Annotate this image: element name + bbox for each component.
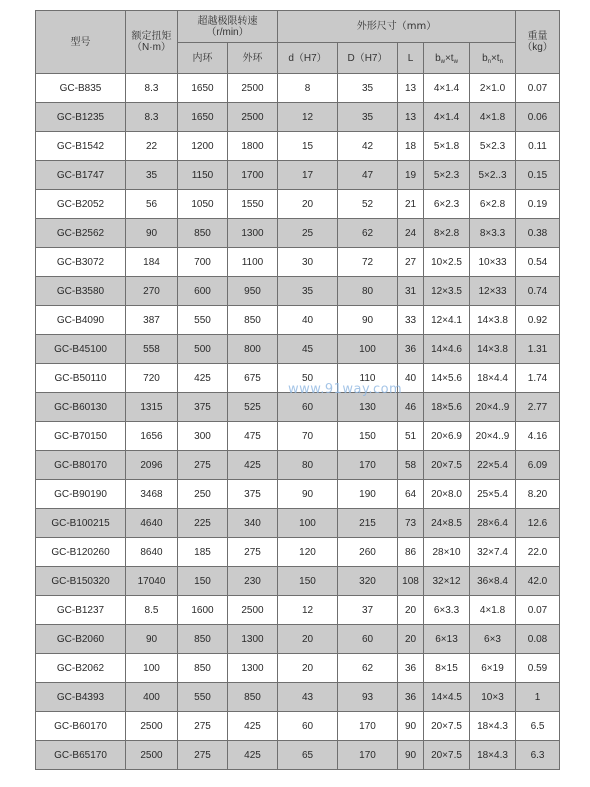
cell-model: GC-B80170 xyxy=(36,451,126,480)
cell-inner: 150 xyxy=(178,567,228,596)
header-speed-label: 超越极限转速 xyxy=(197,15,258,27)
cell-bw: 28×10 xyxy=(424,538,470,567)
cell-D: 47 xyxy=(338,161,398,190)
header-weight-unit: （kg） xyxy=(522,42,553,53)
cell-inner: 850 xyxy=(178,654,228,683)
cell-d: 17 xyxy=(278,161,338,190)
cell-torque: 1315 xyxy=(126,393,178,422)
cell-bw: 12×4.1 xyxy=(424,306,470,335)
cell-bn: 14×3.8 xyxy=(470,335,516,364)
cell-torque: 8.3 xyxy=(126,103,178,132)
cell-inner: 250 xyxy=(178,480,228,509)
header-torque-label: 额定扭矩 xyxy=(131,31,172,42)
cell-model: GC-B835 xyxy=(36,74,126,103)
cell-D: 80 xyxy=(338,277,398,306)
cell-torque: 387 xyxy=(126,306,178,335)
cell-bn: 4×1.8 xyxy=(470,103,516,132)
cell-model: GC-B3072 xyxy=(36,248,126,277)
cell-D: 260 xyxy=(338,538,398,567)
cell-L: 51 xyxy=(398,422,424,451)
cell-weight: 6.09 xyxy=(516,451,560,480)
cell-bn: 28×6.4 xyxy=(470,509,516,538)
cell-d: 70 xyxy=(278,422,338,451)
cell-D: 60 xyxy=(338,625,398,654)
cell-bw: 14×4.5 xyxy=(424,683,470,712)
table-row xyxy=(36,683,560,712)
cell-D: 90 xyxy=(338,306,398,335)
cell-D: 52 xyxy=(338,190,398,219)
cell-bw: 6×13 xyxy=(424,625,470,654)
cell-weight: 6.5 xyxy=(516,712,560,741)
cell-outer: 425 xyxy=(228,451,278,480)
cell-torque: 558 xyxy=(126,335,178,364)
table-row xyxy=(36,567,560,596)
cell-model: GC-B45100 xyxy=(36,335,126,364)
cell-bw: 6×3.3 xyxy=(424,596,470,625)
cell-weight: 0.07 xyxy=(516,74,560,103)
cell-torque: 8640 xyxy=(126,538,178,567)
cell-model: GC-B3580 xyxy=(36,277,126,306)
table-row xyxy=(36,712,560,741)
cell-torque: 8.3 xyxy=(126,74,178,103)
cell-inner: 1050 xyxy=(178,190,228,219)
cell-weight: 0.74 xyxy=(516,277,560,306)
cell-L: 46 xyxy=(398,393,424,422)
cell-bw: 24×8.5 xyxy=(424,509,470,538)
header-torque-unit: （N·m） xyxy=(132,42,171,53)
cell-inner: 1200 xyxy=(178,132,228,161)
cell-d: 45 xyxy=(278,335,338,364)
cell-model: GC-B100215 xyxy=(36,509,126,538)
cell-model: GC-B2562 xyxy=(36,219,126,248)
table-row xyxy=(36,103,560,132)
cell-bn: 10×33 xyxy=(470,248,516,277)
cell-inner: 1600 xyxy=(178,596,228,625)
table-row xyxy=(36,74,560,103)
cell-inner: 225 xyxy=(178,509,228,538)
cell-bw: 10×2.5 xyxy=(424,248,470,277)
cell-outer: 425 xyxy=(228,712,278,741)
cell-inner: 550 xyxy=(178,683,228,712)
cell-inner: 300 xyxy=(178,422,228,451)
cell-weight: 1.31 xyxy=(516,335,560,364)
cell-model: GC-B150320 xyxy=(36,567,126,596)
cell-weight: 0.92 xyxy=(516,306,560,335)
cell-outer: 2500 xyxy=(228,103,278,132)
cell-weight: 0.06 xyxy=(516,103,560,132)
cell-outer: 1300 xyxy=(228,625,278,654)
cell-weight: 1 xyxy=(516,683,560,712)
cell-d: 8 xyxy=(278,74,338,103)
cell-torque: 1656 xyxy=(126,422,178,451)
cell-d: 30 xyxy=(278,248,338,277)
cell-model: GC-B1542 xyxy=(36,132,126,161)
cell-L: 27 xyxy=(398,248,424,277)
cell-inner: 275 xyxy=(178,741,228,770)
cell-torque: 4640 xyxy=(126,509,178,538)
cell-outer: 850 xyxy=(228,306,278,335)
cell-weight: 22.0 xyxy=(516,538,560,567)
cell-weight: 0.08 xyxy=(516,625,560,654)
cell-bw: 6×2.3 xyxy=(424,190,470,219)
cell-model: GC-B4090 xyxy=(36,306,126,335)
cell-model: GC-B70150 xyxy=(36,422,126,451)
cell-model: GC-B60170 xyxy=(36,712,126,741)
cell-L: 21 xyxy=(398,190,424,219)
cell-outer: 1700 xyxy=(228,161,278,190)
cell-inner: 500 xyxy=(178,335,228,364)
cell-bw: 8×2.8 xyxy=(424,219,470,248)
cell-bn: 20×4..9 xyxy=(470,422,516,451)
cell-bw: 20×7.5 xyxy=(424,712,470,741)
header-torque xyxy=(126,11,178,74)
cell-weight: 0.38 xyxy=(516,219,560,248)
cell-L: 36 xyxy=(398,654,424,683)
table-row xyxy=(36,451,560,480)
header-speed-outer: 外环 xyxy=(228,43,278,74)
cell-D: 62 xyxy=(338,654,398,683)
table-row xyxy=(36,422,560,451)
cell-weight: 42.0 xyxy=(516,567,560,596)
cell-D: 37 xyxy=(338,596,398,625)
cell-weight: 0.11 xyxy=(516,132,560,161)
cell-outer: 1300 xyxy=(228,654,278,683)
cell-model: GC-B1747 xyxy=(36,161,126,190)
cell-bw: 32×12 xyxy=(424,567,470,596)
table-row xyxy=(36,509,560,538)
cell-inner: 375 xyxy=(178,393,228,422)
cell-D: 215 xyxy=(338,509,398,538)
cell-inner: 1150 xyxy=(178,161,228,190)
cell-weight: 2.77 xyxy=(516,393,560,422)
cell-outer: 1550 xyxy=(228,190,278,219)
cell-outer: 950 xyxy=(228,277,278,306)
cell-D: 130 xyxy=(338,393,398,422)
cell-d: 43 xyxy=(278,683,338,712)
cell-L: 13 xyxy=(398,74,424,103)
cell-torque: 720 xyxy=(126,364,178,393)
cell-L: 33 xyxy=(398,306,424,335)
cell-L: 31 xyxy=(398,277,424,306)
table-row xyxy=(36,335,560,364)
cell-L: 20 xyxy=(398,596,424,625)
cell-torque: 2500 xyxy=(126,712,178,741)
cell-L: 90 xyxy=(398,741,424,770)
table-body xyxy=(36,74,560,770)
table-row xyxy=(36,219,560,248)
cell-inner: 700 xyxy=(178,248,228,277)
cell-d: 90 xyxy=(278,480,338,509)
cell-torque: 17040 xyxy=(126,567,178,596)
cell-model: GC-B2060 xyxy=(36,625,126,654)
cell-outer: 475 xyxy=(228,422,278,451)
cell-D: 62 xyxy=(338,219,398,248)
cell-weight: 0.19 xyxy=(516,190,560,219)
table-row xyxy=(36,480,560,509)
cell-outer: 850 xyxy=(228,683,278,712)
cell-L: 108 xyxy=(398,567,424,596)
table-row xyxy=(36,393,560,422)
cell-bn: 5×2..3 xyxy=(470,161,516,190)
cell-inner: 1650 xyxy=(178,74,228,103)
header-speed-group xyxy=(178,11,278,43)
cell-bn: 18×4.3 xyxy=(470,741,516,770)
cell-torque: 2096 xyxy=(126,451,178,480)
cell-L: 40 xyxy=(398,364,424,393)
cell-d: 12 xyxy=(278,103,338,132)
cell-torque: 8.5 xyxy=(126,596,178,625)
cell-d: 60 xyxy=(278,712,338,741)
table-row xyxy=(36,596,560,625)
cell-d: 100 xyxy=(278,509,338,538)
cell-outer: 425 xyxy=(228,741,278,770)
cell-D: 190 xyxy=(338,480,398,509)
cell-d: 120 xyxy=(278,538,338,567)
table-row xyxy=(36,538,560,567)
cell-D: 42 xyxy=(338,132,398,161)
cell-D: 110 xyxy=(338,364,398,393)
cell-bn: 6×3 xyxy=(470,625,516,654)
table-row xyxy=(36,248,560,277)
cell-bn: 6×19 xyxy=(470,654,516,683)
cell-bn: 8×3.3 xyxy=(470,219,516,248)
table-row xyxy=(36,190,560,219)
cell-weight: 8.20 xyxy=(516,480,560,509)
cell-D: 170 xyxy=(338,451,398,480)
cell-bn: 14×3.8 xyxy=(470,306,516,335)
cell-torque: 56 xyxy=(126,190,178,219)
cell-bw: 12×3.5 xyxy=(424,277,470,306)
cell-torque: 184 xyxy=(126,248,178,277)
cell-bn: 25×5.4 xyxy=(470,480,516,509)
cell-bw: 20×8.0 xyxy=(424,480,470,509)
cell-L: 86 xyxy=(398,538,424,567)
cell-L: 20 xyxy=(398,625,424,654)
cell-weight: 0.54 xyxy=(516,248,560,277)
header-dim-d: d（H7） xyxy=(278,43,338,74)
cell-inner: 1650 xyxy=(178,103,228,132)
cell-model: GC-B2062 xyxy=(36,654,126,683)
cell-D: 93 xyxy=(338,683,398,712)
cell-L: 36 xyxy=(398,335,424,364)
cell-weight: 1.74 xyxy=(516,364,560,393)
cell-bn: 10×3 xyxy=(470,683,516,712)
header-speed-inner: 内环 xyxy=(178,43,228,74)
table-row xyxy=(36,741,560,770)
table-row xyxy=(36,306,560,335)
cell-d: 50 xyxy=(278,364,338,393)
cell-torque: 100 xyxy=(126,654,178,683)
cell-model: GC-B1235 xyxy=(36,103,126,132)
cell-L: 64 xyxy=(398,480,424,509)
header-model: 型号 xyxy=(36,11,126,74)
cell-inner: 550 xyxy=(178,306,228,335)
cell-d: 80 xyxy=(278,451,338,480)
cell-bn: 32×7.4 xyxy=(470,538,516,567)
cell-d: 20 xyxy=(278,190,338,219)
cell-bw: 5×2.3 xyxy=(424,161,470,190)
cell-bn: 5×2.3 xyxy=(470,132,516,161)
cell-bn: 18×4.4 xyxy=(470,364,516,393)
cell-torque: 22 xyxy=(126,132,178,161)
cell-L: 73 xyxy=(398,509,424,538)
cell-bw: 20×6.9 xyxy=(424,422,470,451)
cell-L: 90 xyxy=(398,712,424,741)
cell-bw: 5×1.8 xyxy=(424,132,470,161)
cell-torque: 400 xyxy=(126,683,178,712)
cell-D: 150 xyxy=(338,422,398,451)
cell-d: 60 xyxy=(278,393,338,422)
header-dim-D: D（H7） xyxy=(338,43,398,74)
cell-d: 15 xyxy=(278,132,338,161)
table-row xyxy=(36,132,560,161)
table-row xyxy=(36,654,560,683)
cell-inner: 275 xyxy=(178,712,228,741)
header-key-inner: $b_w\times t_w$ xyxy=(424,43,470,74)
cell-bw: 14×5.6 xyxy=(424,364,470,393)
cell-bn: 2×1.0 xyxy=(470,74,516,103)
cell-outer: 340 xyxy=(228,509,278,538)
cell-bw: 14×4.6 xyxy=(424,335,470,364)
cell-bn: 36×8.4 xyxy=(470,567,516,596)
cell-L: 19 xyxy=(398,161,424,190)
cell-inner: 600 xyxy=(178,277,228,306)
cell-bn: 22×5.4 xyxy=(470,451,516,480)
cell-D: 35 xyxy=(338,74,398,103)
cell-weight: 0.59 xyxy=(516,654,560,683)
cell-L: 13 xyxy=(398,103,424,132)
table-row xyxy=(36,277,560,306)
cell-d: 20 xyxy=(278,625,338,654)
cell-bw: 4×1.4 xyxy=(424,74,470,103)
cell-model: GC-B50110 xyxy=(36,364,126,393)
cell-outer: 230 xyxy=(228,567,278,596)
cell-outer: 375 xyxy=(228,480,278,509)
cell-inner: 185 xyxy=(178,538,228,567)
header-weight-label: 重量 xyxy=(527,31,548,42)
cell-torque: 3468 xyxy=(126,480,178,509)
cell-outer: 800 xyxy=(228,335,278,364)
cell-inner: 850 xyxy=(178,625,228,654)
cell-weight: 0.15 xyxy=(516,161,560,190)
cell-torque: 2500 xyxy=(126,741,178,770)
table-row xyxy=(36,625,560,654)
cell-D: 35 xyxy=(338,103,398,132)
cell-torque: 270 xyxy=(126,277,178,306)
cell-L: 36 xyxy=(398,683,424,712)
cell-outer: 2500 xyxy=(228,74,278,103)
cell-weight: 4.16 xyxy=(516,422,560,451)
cell-model: GC-B60130 xyxy=(36,393,126,422)
cell-D: 170 xyxy=(338,712,398,741)
header-dims-group: 外形尺寸（mm） xyxy=(278,11,516,43)
cell-d: 35 xyxy=(278,277,338,306)
cell-outer: 1800 xyxy=(228,132,278,161)
table-row xyxy=(36,364,560,393)
cell-d: 20 xyxy=(278,654,338,683)
cell-bn: 4×1.8 xyxy=(470,596,516,625)
cell-model: GC-B65170 xyxy=(36,741,126,770)
watermark: www.91way.com xyxy=(288,382,403,397)
header-dim-L: L xyxy=(398,43,424,74)
cell-outer: 275 xyxy=(228,538,278,567)
cell-torque: 35 xyxy=(126,161,178,190)
cell-L: 24 xyxy=(398,219,424,248)
cell-D: 72 xyxy=(338,248,398,277)
cell-d: 65 xyxy=(278,741,338,770)
cell-L: 18 xyxy=(398,132,424,161)
cell-d: 25 xyxy=(278,219,338,248)
table-header xyxy=(36,11,560,74)
cell-inner: 275 xyxy=(178,451,228,480)
cell-model: GC-B120260 xyxy=(36,538,126,567)
cell-inner: 850 xyxy=(178,219,228,248)
cell-model: GC-B1237 xyxy=(36,596,126,625)
spec-table xyxy=(35,10,560,770)
cell-D: 320 xyxy=(338,567,398,596)
cell-bn: 12×33 xyxy=(470,277,516,306)
cell-bw: 20×7.5 xyxy=(424,741,470,770)
cell-bn: 6×2.8 xyxy=(470,190,516,219)
cell-torque: 90 xyxy=(126,219,178,248)
cell-bw: 4×1.4 xyxy=(424,103,470,132)
cell-outer: 2500 xyxy=(228,596,278,625)
cell-L: 58 xyxy=(398,451,424,480)
header-key-outer: $b_n\times t_n$ xyxy=(470,43,516,74)
cell-d: 12 xyxy=(278,596,338,625)
table-row xyxy=(36,161,560,190)
cell-bw: 20×7.5 xyxy=(424,451,470,480)
cell-outer: 1300 xyxy=(228,219,278,248)
header-speed-unit: （r/min） xyxy=(206,26,249,38)
cell-bw: 18×5.6 xyxy=(424,393,470,422)
cell-outer: 525 xyxy=(228,393,278,422)
cell-outer: 675 xyxy=(228,364,278,393)
cell-bn: 20×4..9 xyxy=(470,393,516,422)
cell-model: GC-B2052 xyxy=(36,190,126,219)
cell-model: GC-B90190 xyxy=(36,480,126,509)
cell-d: 40 xyxy=(278,306,338,335)
cell-bn: 18×4.3 xyxy=(470,712,516,741)
cell-inner: 425 xyxy=(178,364,228,393)
cell-weight: 6.3 xyxy=(516,741,560,770)
cell-weight: 0.07 xyxy=(516,596,560,625)
cell-bw: 8×15 xyxy=(424,654,470,683)
cell-torque: 90 xyxy=(126,625,178,654)
cell-model: GC-B4393 xyxy=(36,683,126,712)
cell-d: 150 xyxy=(278,567,338,596)
header-weight xyxy=(516,11,560,74)
cell-D: 170 xyxy=(338,741,398,770)
cell-weight: 12.6 xyxy=(516,509,560,538)
cell-D: 100 xyxy=(338,335,398,364)
cell-outer: 1100 xyxy=(228,248,278,277)
